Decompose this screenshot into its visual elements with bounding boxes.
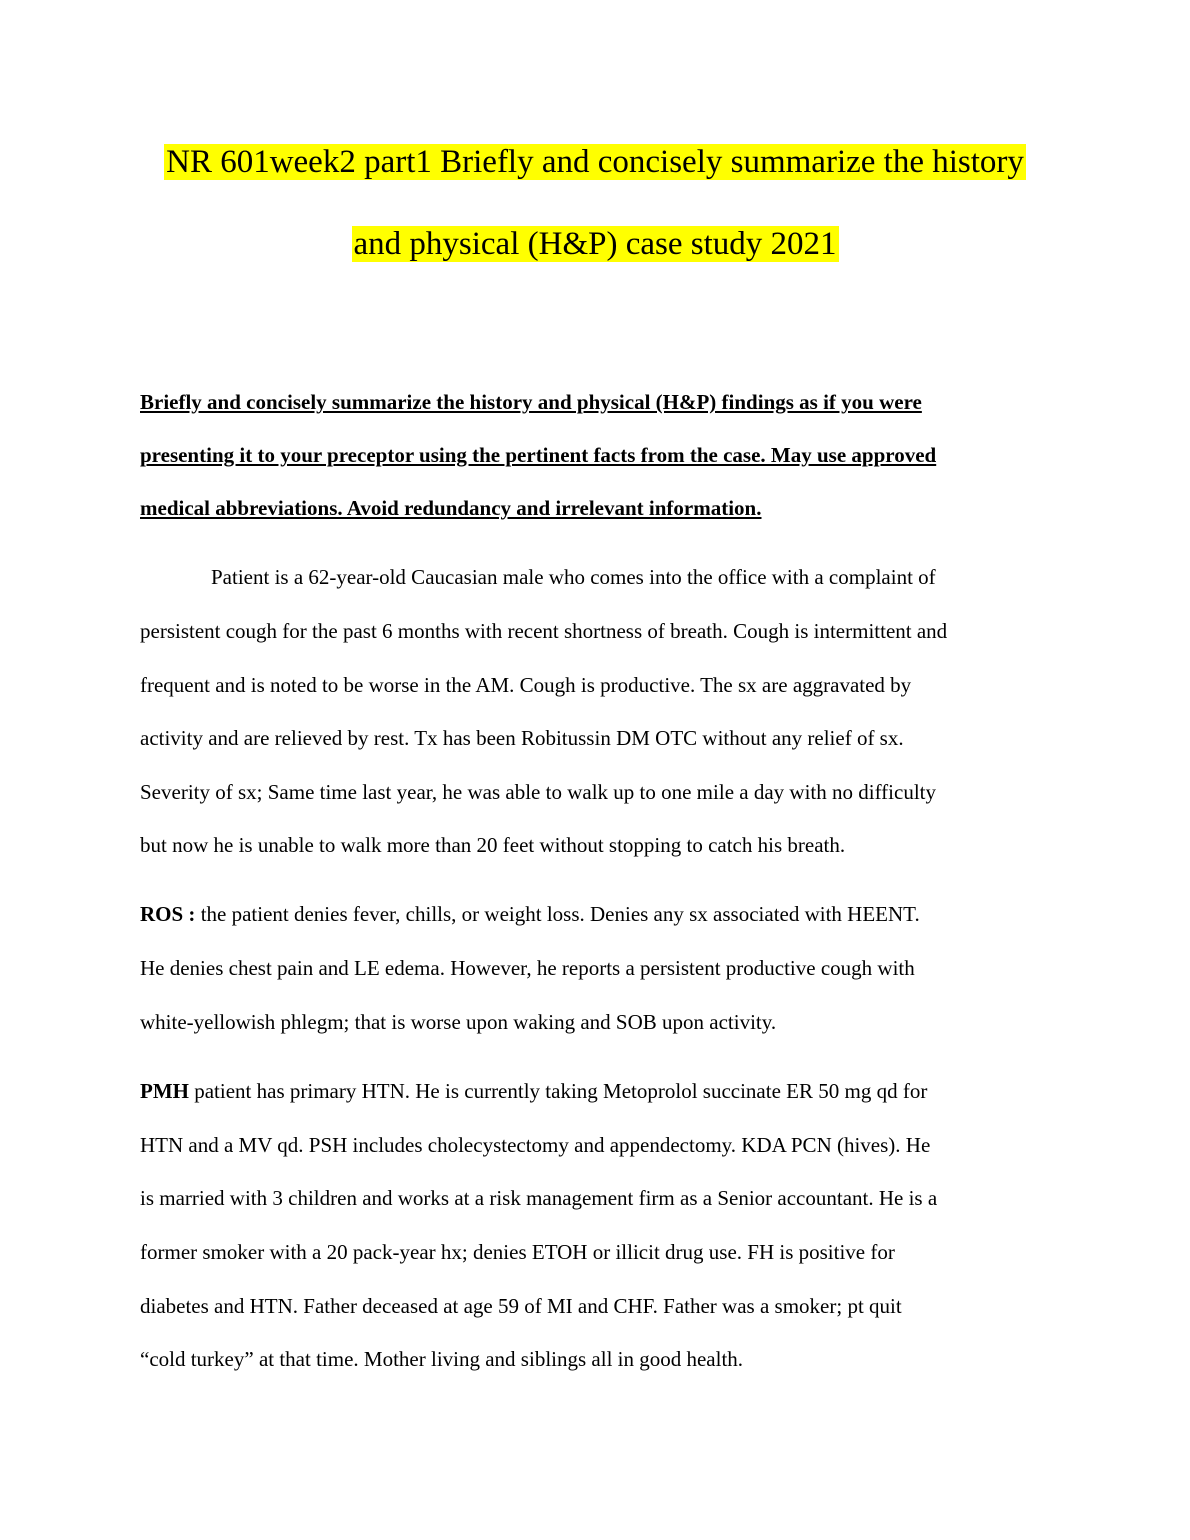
- pmh-line-3: is married with 3 children and works at a risk management firm as a Senior accountant. He is a: [140, 1186, 938, 1210]
- pmh-line-2: HTN and a MV qd. PSH includes cholecystectomy and appendectomy. KDA PCN (hives). He: [140, 1133, 931, 1157]
- hpi-line-4: activity and are relieved by rest. Tx has been Robitussin DM OTC without any relief of sx.: [140, 726, 904, 750]
- instruction-line-2: presenting it to your preceptor using the pertinent facts from the case. May use approved: [140, 443, 937, 467]
- instruction-line-1: Briefly and concisely summarize the history and physical (H&P) findings as if you were: [140, 390, 922, 414]
- pmh-line-1: [140, 1077, 927, 1105]
- ros-text-1: the patient denies fever, chills, or weight loss. Denies any sx associated with HEENT.: [195, 902, 920, 926]
- pmh-line-5: diabetes and HTN. Father deceased at age 59 of MI and CHF. Father was a smoker; pt quit: [140, 1294, 902, 1318]
- ros-line-3: white-yellowish phlegm; that is worse upon waking and SOB upon activity.: [140, 1010, 777, 1034]
- title-highlight-1: NR 601week2 part1 Briefly and concisely summarize the history: [166, 144, 1024, 180]
- ros-label: ROS :: [140, 902, 196, 926]
- hpi-line-2: persistent cough for the past 6 months with recent shortness of breath. Cough is intermittent and: [140, 619, 948, 643]
- pmh-label: PMH: [140, 1079, 189, 1103]
- pmh-text-1: patient has primary HTN. He is currently taking Metoprolol succinate ER 50 mg qd for: [188, 1079, 928, 1103]
- document-title-line-2: [0, 224, 1190, 264]
- hpi-line-6: but now he is unable to walk more than 20 feet without stopping to catch his breath.: [140, 833, 846, 857]
- hpi-line-1: Patient is a 62-year-old Caucasian male who comes into the office with a complaint of: [211, 565, 936, 589]
- ros-line-2: He denies chest pain and LE edema. However, he reports a persistent productive cough with: [140, 956, 915, 980]
- document-title-line-1: [0, 142, 1190, 182]
- title-highlight-2: and physical (H&P) case study 2021: [353, 226, 837, 262]
- pmh-line-6: “cold turkey” at that time. Mother living and siblings all in good health.: [140, 1347, 744, 1371]
- hpi-line-5: Severity of sx; Same time last year, he was able to walk up to one mile a day with no difficulty: [140, 780, 937, 804]
- instruction-line-3: medical abbreviations. Avoid redundancy and irrelevant information.: [140, 496, 762, 520]
- pmh-line-4: former smoker with a 20 pack-year hx; denies ETOH or illicit drug use. FH is positive for: [140, 1240, 895, 1264]
- ros-line-1: [140, 900, 920, 928]
- hpi-line-3: frequent and is noted to be worse in the AM. Cough is productive. The sx are aggravated by: [140, 673, 912, 697]
